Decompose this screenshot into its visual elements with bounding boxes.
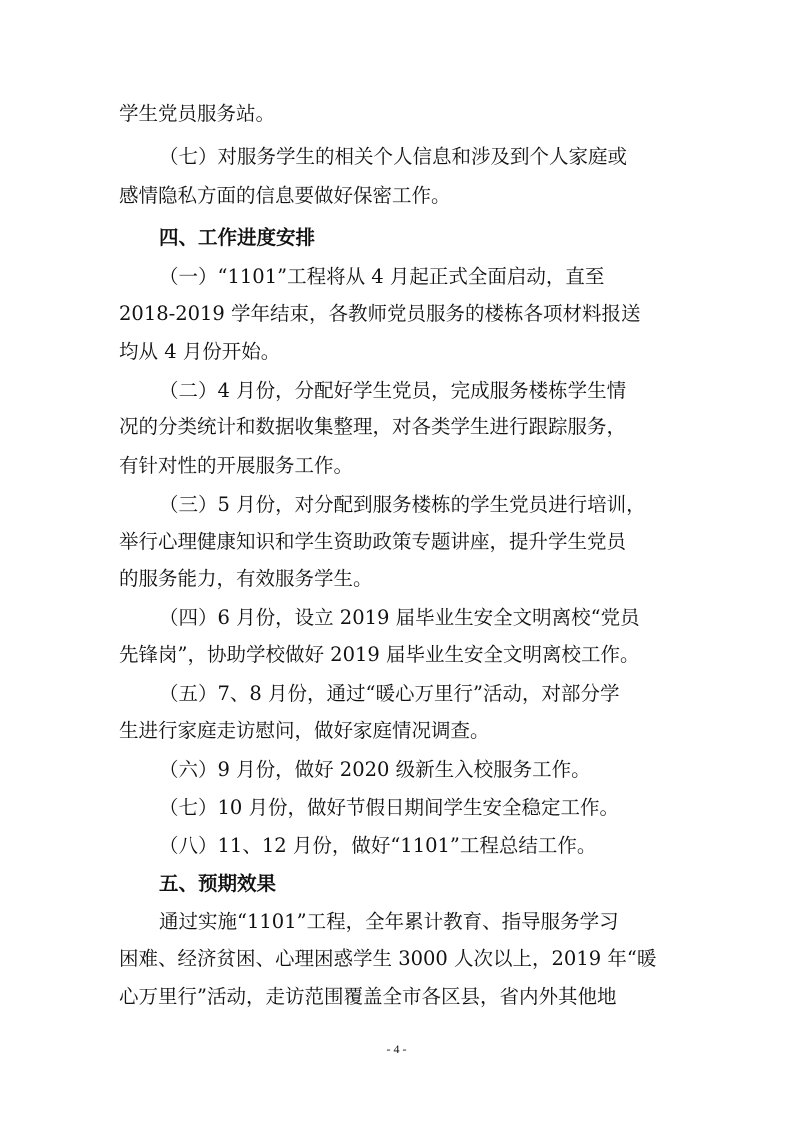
text-line: 况的分类统计和数据收集整理，对各类学生进行跟踪服务， [119,415,627,438]
text-line: 困难、经济贫困、心理困惑学生 3000 人次以上，2019 年“暖 [119,947,657,970]
text-line: （五）7、8 月份，通过“暖心万里行”活动，对部分学 [159,682,620,705]
text-line: 感情隐私方面的信息要做好保密工作。 [119,184,451,207]
text-line: 学生党员服务站。 [119,102,276,125]
text-line: （七）对服务学生的相关个人信息和涉及到个人家庭或 [159,145,628,168]
text-line: 的服务能力，有效服务学生。 [119,567,373,590]
text-line: 生进行家庭走访慰问，做好家庭情况调查。 [119,719,490,742]
text-line: （六）9 月份，做好 2020 级新生入校服务工作。 [159,758,591,781]
text-line: （八）11、12 月份，做好“1101”工程总结工作。 [159,834,597,857]
text-line: 心万里行”活动，走访范围覆盖全市各区县，省内外其他地 [119,985,617,1008]
text-line: （七）10 月份，做好节假日期间学生安全稳定工作。 [159,796,620,819]
text-line: 举行心理健康知识和学生资助政策专题讲座，提升学生党员 [119,530,627,553]
page-number: - 4 - [386,1042,407,1056]
text-line: 均从 4 月份开始。 [119,340,281,363]
text-line: 有针对性的开展服务工作。 [119,454,354,477]
text-line: （三）5 月份，对分配到服务楼栋的学生党员进行培训， [159,493,646,516]
text-line: 先锋岗”，协助学校做好 2019 届毕业生安全文明离校工作。 [119,643,640,666]
text-line: 2018-2019 学年结束，各教师党员服务的楼栋各项材料报送 [119,302,641,325]
text-line: （四）6 月份，设立 2019 届毕业生安全文明离校“党员 [159,606,640,629]
section-heading: 五、预期效果 [159,872,277,895]
section-heading: 四、工作进度安排 [159,226,316,249]
text-line: （二）4 月份，分配好学生党员，完成服务楼栋学生情 [159,379,627,402]
text-line: （一）“1101”工程将从 4 月起正式全面启动，直至 [159,265,605,288]
text-line: 通过实施“1101”工程，全年累计教育、指导服务学习 [159,910,619,933]
